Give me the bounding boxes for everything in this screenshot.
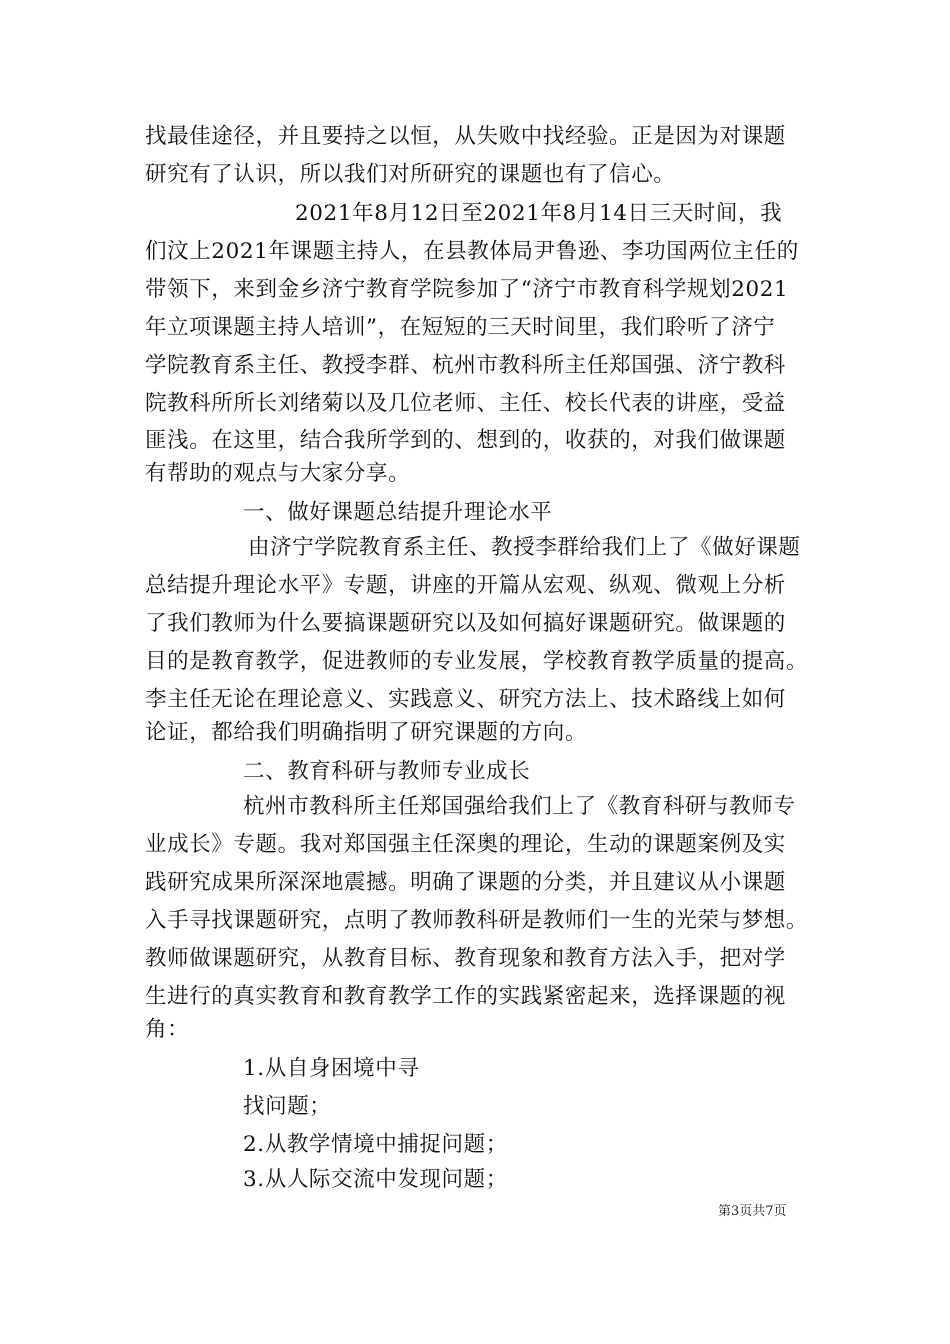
body-line: 业成长》专题。我对郑国强主任深奥的理论，生动的课题案例及实 [145, 832, 786, 857]
body-line: 找最佳途径，并且要持之以恒，从失败中找经验。正是因为对课题 [145, 124, 786, 149]
body-line: 匪浅。在这里，结合我所学到的、想到的，收获的，对我们做课题 [145, 428, 786, 453]
body-line: 杭州市教科所主任郑国强给我们上了《教育科研与教师专 [243, 794, 796, 819]
body-line: 论证，都给我们明确指明了研究课题的方向。 [145, 720, 588, 745]
body-line: 入手寻找课题研究，点明了教师教科研是教师们一生的光荣与梦想。 [145, 908, 809, 933]
body-line: 教师做课题研究，从教育目标、教育现象和教育方法入手，把对学 [145, 946, 786, 971]
body-line: 了我们教师为什么要搞课题研究以及如何搞好课题研究。做课题的 [145, 611, 786, 636]
body-line: 生进行的真实教育和教育教学工作的实践紧密起来，选择课题的视 [145, 984, 786, 1009]
body-line: 由济宁学院教育系主任、教授李群给我们上了《做好课题 [248, 535, 801, 560]
list-item: 3.从人际交流中发现问题； [243, 1167, 508, 1192]
body-line: 年立项课题主持人培训”，在短短的三天时间里，我们聆听了济宁 [145, 315, 776, 340]
body-line: 李主任无论在理论意义、实践意义、研究方法上、技术路线上如何 [145, 687, 786, 712]
body-line: 带领下，来到金乡济宁教育学院参加了“济宁市教育科学规划2021 [145, 277, 789, 302]
body-line: 有帮助的观点与大家分享。 [145, 461, 411, 486]
list-item: 2.从教学情境中捕捉问题； [243, 1132, 508, 1157]
body-line: 角： [145, 1017, 190, 1042]
page-number: 第3页共7页 [718, 1204, 787, 1219]
body-line: 院教科所所长刘绪菊以及几位老师、主任、校长代表的讲座，受益 [145, 391, 786, 416]
section-heading-2: 二、教育科研与教师专业成长 [243, 759, 531, 784]
body-line: 总结提升理论水平》专题，讲座的开篇从宏观、纵观、微观上分析 [145, 573, 786, 598]
body-line: 们汶上2021年课题主持人，在县教体局尹鲁逊、李功国两位主任的 [145, 239, 799, 264]
body-line: 研究有了认识，所以我们对所研究的课题也有了信心。 [145, 162, 676, 187]
list-item: 找问题； [243, 1094, 332, 1119]
list-item: 1.从自身困境中寻 [243, 1056, 420, 1081]
body-line: 学院教育系主任、教授李群、杭州市教科所主任郑国强、济宁教科 [145, 353, 786, 378]
body-line: 目的是教育教学，促进教师的专业发展，学校教育教学质量的提高。 [145, 649, 809, 674]
body-line: 践研究成果所深深地震撼。明确了课题的分类，并且建议从小课题 [145, 870, 786, 895]
body-line: 2021年8月12日至2021年8月14日三天时间，我 [295, 201, 783, 226]
section-heading-1: 一、做好课题总结提升理论水平 [243, 500, 553, 525]
